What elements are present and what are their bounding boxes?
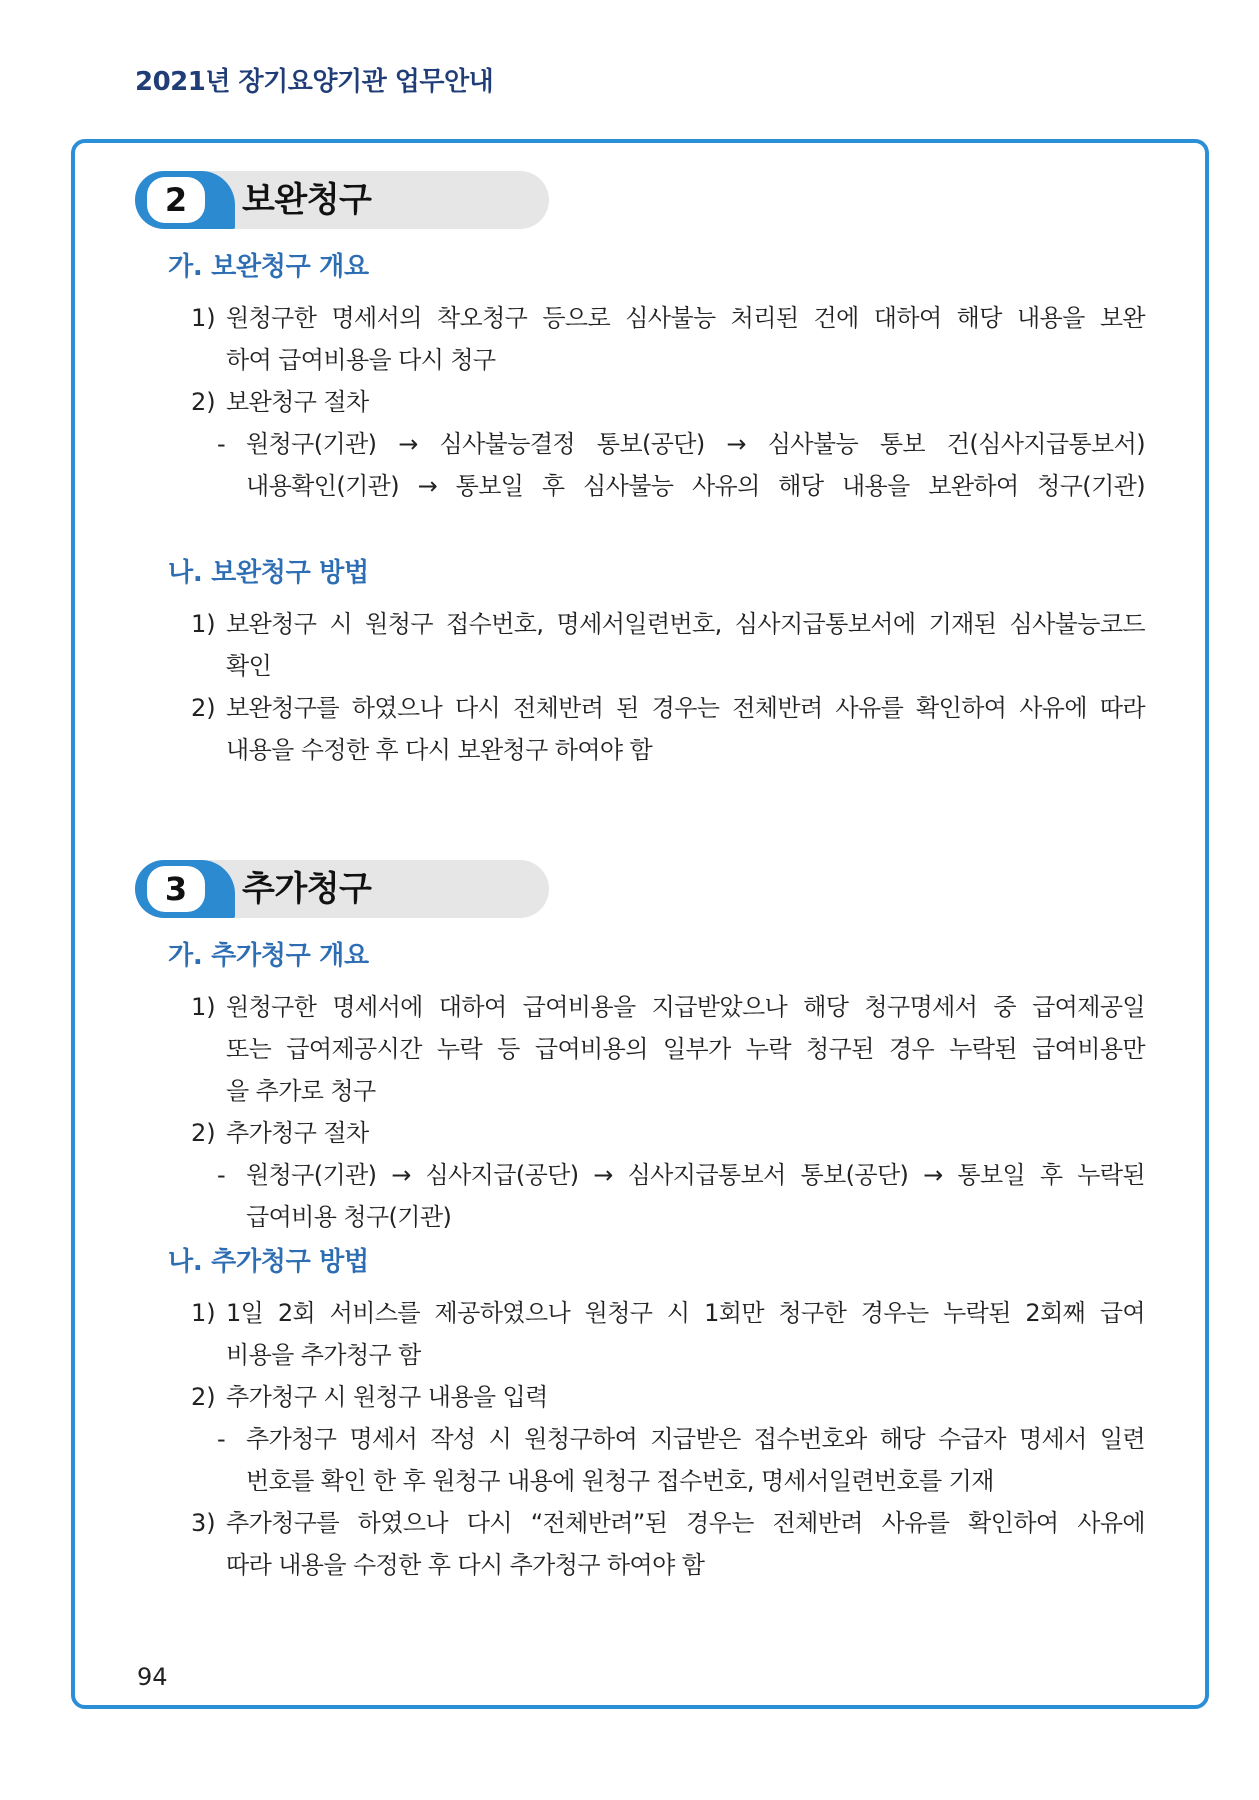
item-line: 보완청구 절차 <box>226 388 369 416</box>
item-line: 1일 2회 서비스를 제공하였으나 원청구 시 1회만 청구한 경우는 누락된 2회째 급여 <box>226 1299 1145 1327</box>
subsection-heading: 나. 추가청구 방법 <box>168 1247 369 1277</box>
section-title: 보완청구 <box>242 180 372 220</box>
item-marker: 1) <box>191 1299 216 1327</box>
item-line: 확인 <box>226 652 272 680</box>
item-marker: 2) <box>191 1119 216 1147</box>
item-line: 원청구한 명세서의 착오청구 등으로 심사불능 처리된 건에 대하여 해당 내용을 보완 <box>226 304 1145 332</box>
item-line: 하여 급여비용을 다시 청구 <box>226 346 496 374</box>
procedure-line: 원청구(기관) → 심사지급(공단) → 심사지급통보서 통보(공단) → 통보일 후 누락된 <box>246 1161 1145 1189</box>
item-line: 따라 내용을 수정한 후 다시 추가청구 하여야 함 <box>226 1551 705 1579</box>
item-list <box>0 986 1259 1238</box>
item-line: 보완청구 시 원청구 접수번호, 명세서일련번호, 심사지급통보서에 기재된 심사불능코드 <box>226 610 1145 638</box>
item-marker: 1) <box>191 610 216 638</box>
item-line: 원청구한 명세서에 대하여 급여비용을 지급받았으나 해당 청구명세서 중 급여제공일 <box>226 993 1145 1021</box>
dash-marker: - <box>217 430 226 458</box>
item-marker: 1) <box>191 993 216 1021</box>
item-text <box>226 687 1145 771</box>
item-marker: 1) <box>191 304 216 332</box>
dash-marker: - <box>217 1425 226 1453</box>
list-item <box>191 297 1259 381</box>
item-text <box>226 381 1145 423</box>
procedure-line: 원청구(기관) → 심사불능결정 통보(공단) → 심사불능 통보 건(심사지급통보서) <box>246 430 1145 458</box>
item-list <box>0 297 1259 507</box>
item-marker: 3) <box>191 1509 216 1537</box>
list-item <box>191 1376 1259 1418</box>
item-text <box>226 1292 1145 1376</box>
item-text <box>226 1502 1145 1586</box>
section-number: 2 <box>147 177 205 223</box>
procedure-line: 급여비용 청구(기관) <box>246 1203 452 1231</box>
item-marker: 2) <box>191 694 216 722</box>
item-line: 추가청구 절차 <box>226 1119 369 1147</box>
running-header-title: 2021년 장기요양기관 업무안내 <box>135 67 494 97</box>
subsection-heading: 나. 보완청구 방법 <box>168 558 369 588</box>
item-text <box>226 603 1145 687</box>
list-item <box>191 986 1259 1112</box>
section-additional-claim <box>0 860 1259 1586</box>
item-text <box>226 297 1145 381</box>
procedure-item <box>217 1154 1259 1238</box>
section-supplementary-claim <box>0 171 1259 771</box>
item-marker: 2) <box>191 388 216 416</box>
list-item <box>191 687 1259 771</box>
subsection-heading: 가. 추가청구 개요 <box>168 941 369 971</box>
item-line: 추가청구를 하였으나 다시 “전체반려”된 경우는 전체반려 사유를 확인하여 사유에 <box>226 1509 1145 1537</box>
procedure-text <box>246 1418 1145 1502</box>
procedure-item <box>217 1418 1259 1502</box>
section-title: 추가청구 <box>242 869 372 909</box>
procedure-text <box>246 1154 1145 1238</box>
item-text <box>226 1112 1145 1154</box>
procedure-text <box>246 423 1145 507</box>
section-number: 3 <box>147 866 205 912</box>
procedure-item <box>217 423 1259 507</box>
item-list <box>0 603 1259 771</box>
item-marker: 2) <box>191 1383 216 1411</box>
item-line: 내용을 수정한 후 다시 보완청구 하여야 함 <box>226 736 653 764</box>
dash-marker: - <box>217 1161 226 1189</box>
item-line: 추가청구 시 원청구 내용을 입력 <box>226 1383 548 1411</box>
list-item <box>191 603 1259 687</box>
list-item <box>191 381 1259 423</box>
list-item <box>191 1112 1259 1154</box>
item-list <box>0 1292 1259 1586</box>
procedure-line: 내용확인(기관) → 통보일 후 심사불능 사유의 해당 내용을 보완하여 청구(기관) <box>246 472 1145 500</box>
procedure-line: 번호를 확인 한 후 원청구 내용에 원청구 접수번호, 명세서일련번호를 기재 <box>246 1467 994 1495</box>
page-number: 94 <box>137 1663 168 1691</box>
item-line: 또는 급여제공시간 누락 등 급여비용의 일부가 누락 청구된 경우 누락된 급여비용만 <box>226 1035 1145 1063</box>
item-text <box>226 1376 1145 1418</box>
section-header <box>135 860 549 918</box>
subsection-heading: 가. 보완청구 개요 <box>168 252 369 282</box>
item-text <box>226 986 1145 1112</box>
list-item <box>191 1292 1259 1376</box>
procedure-line: 추가청구 명세서 작성 시 원청구하여 지급받은 접수번호와 해당 수급자 명세서 일련 <box>246 1425 1145 1453</box>
item-line: 비용을 추가청구 함 <box>226 1341 421 1369</box>
item-line: 보완청구를 하였으나 다시 전체반려 된 경우는 전체반려 사유를 확인하여 사유에 따라 <box>226 694 1145 722</box>
section-header <box>135 171 549 229</box>
item-line: 을 추가로 청구 <box>226 1077 376 1105</box>
list-item <box>191 1502 1259 1586</box>
